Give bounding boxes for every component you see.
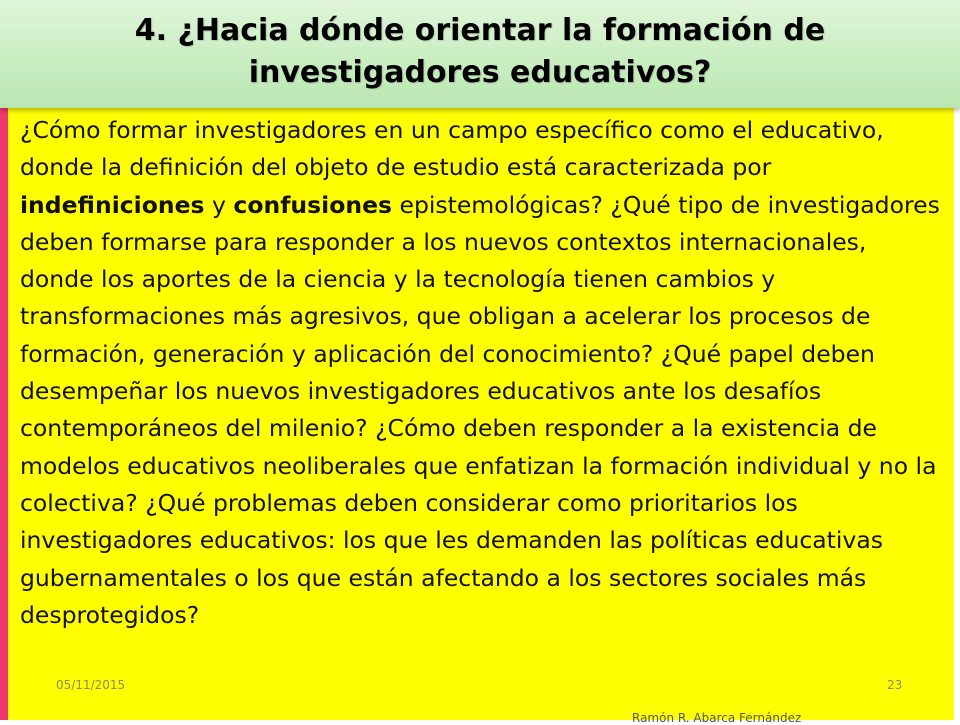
slide-title: 4. ¿Hacia dónde orientar la formación de investigadores educativos?: [134, 13, 826, 90]
footer-author: Ramón R. Abarca Fernández: [632, 711, 802, 725]
body-text-part-1: ¿Cómo formar investigadores en un campo específico como el educativo, donde la definición del objeto de estudio está caracterizada por: [20, 116, 892, 182]
body-paragraph: [20, 112, 946, 634]
footer-date: 05/11/2015: [56, 678, 126, 692]
body-bold-confusiones: confusiones: [233, 190, 393, 219]
body-text-part-3: epistemológicas? ¿Qué tipo de investigadores deben formarse para responder a los nuevos contextos internacionales, donde los aportes de la ciencia y la tecnología tienen cambios y transformaciones más agresivos, que obligan a acelerar los procesos de formación, generación y aplicación del conocimiento? ¿Qué papel deben desempeñar los nuevos investigadores educativos ante los desafíos contemporáneos del milenio? ¿Cómo deben responder a la existencia de modelos educativos neoliberales que enfatizan la formación individual y no la colectiva? ¿Qué problemas deben considerar como prioritarios los investigadores educativos: los que les demanden las políticas educativas gubernamentales o los que están afectando a los sectores sociales más desprotegidos?: [20, 190, 948, 629]
title-banner: [0, 0, 960, 108]
footer-page-number: 23: [887, 678, 903, 692]
body-bold-indefiniciones: indefiniciones: [20, 190, 205, 219]
content-box: [8, 104, 954, 720]
body-text-part-2: y: [204, 190, 234, 219]
